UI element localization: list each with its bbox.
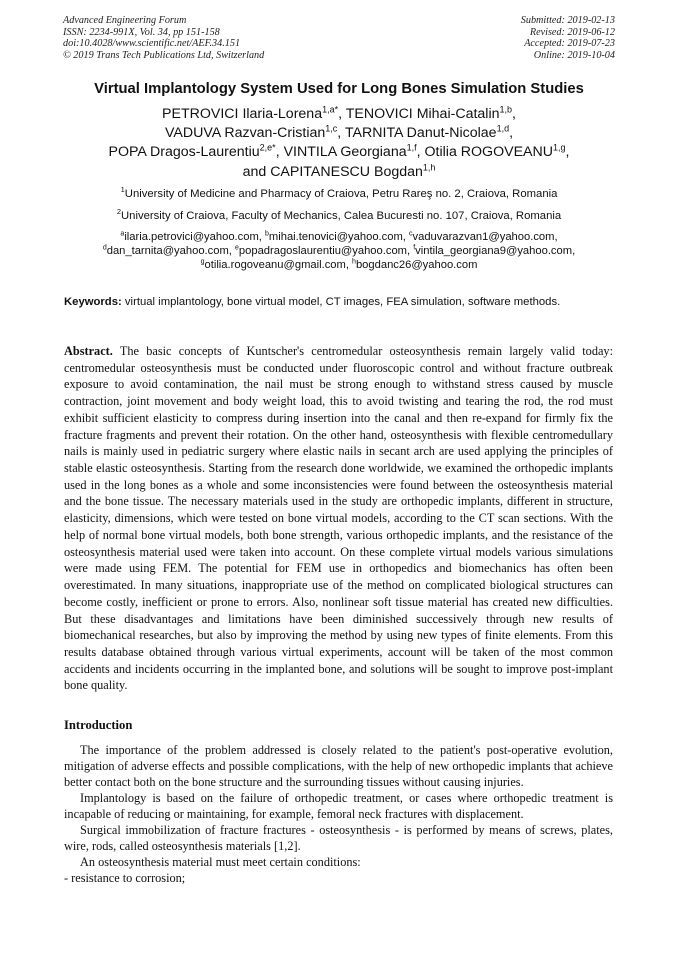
paragraph: Surgical immobilization of fracture fractures - osteosynthesis - is performed by means of screws, plates, wire, rods, called osteosynthesis materials [1,2].	[64, 823, 613, 853]
author-affiliation-mark: 1,a*	[322, 104, 339, 115]
email-mark: a	[120, 230, 125, 238]
author-email: otilia.rogoveanu@gmail.com,	[204, 258, 349, 271]
journal-header	[63, 15, 264, 61]
list-item: - resistance to corrosion;	[64, 871, 186, 885]
online-date: Online: 2019-10-04	[533, 49, 615, 61]
author-affiliation-mark: 1,c	[325, 123, 338, 134]
accepted-date: Accepted: 2019-07-23	[524, 38, 615, 50]
submission-dates	[521, 15, 615, 61]
author-name: POPA Dragos-Laurentiu	[108, 144, 260, 161]
author-name: PETROVICI Ilaria-Lorena	[162, 106, 323, 122]
affiliation-2	[0, 207, 678, 222]
paragraph: An osteosynthesis material must meet certain conditions:	[80, 855, 361, 869]
author-affiliation-mark: 1,b	[499, 104, 513, 115]
author-affiliation-mark: 1,h	[422, 161, 436, 172]
affiliation-mark: 2	[116, 207, 121, 217]
abstract	[64, 343, 613, 694]
author-email: mihai.tenovici@yahoo.com,	[268, 231, 406, 243]
affiliation-1	[0, 185, 678, 200]
keywords	[64, 295, 613, 310]
author-name: TENOVICI Mihai-Catalin	[345, 106, 500, 122]
email-mark: d	[102, 244, 107, 252]
email-mark: c	[409, 230, 413, 238]
affiliation-text: University of Craiova, Faculty of Mechanics, Calea Bucuresti no. 107, Craiova, Romania	[121, 210, 562, 222]
author-affiliation-mark: 2,e*	[259, 142, 276, 153]
email-mark: g	[200, 257, 205, 265]
author-list: PETROVICI Ilaria-Lorena$^{1,a*}$, TENOVICI Mihai-Catalin$^{1,b}$, VADUVA Razvan-Cristian$^{1,c}$, TARNITA Danut-Nicolae$^{1,d}$, POPA Dragos-Laurentiu$^{2,e*}$, VINTILA Georgiana$^{1,f}$, Otilia ROGOVEANU$^{1,g}$, and CAPITANESCU Bogdan$^{1,h}$	[108, 104, 570, 180]
author-affiliation-mark: 1,d	[496, 123, 510, 134]
journal-copyright: © 2019 Trans Tech Publications Ltd, Switzerland	[63, 49, 265, 61]
author-name: VINTILA Georgiana	[283, 144, 407, 161]
paper-title: Virtual Implantology System Used for Long Bones Simulation Studies	[94, 81, 584, 97]
affiliation-text: University of Medicine and Pharmacy of Craiova, Petru Rareş no. 2, Craiova, Romania	[124, 188, 558, 200]
revised-date: Revised: 2019-06-12	[529, 26, 615, 38]
keywords-label: Keywords:	[64, 296, 122, 308]
journal-doi: doi:10.4028/www.scientific.net/AEF.34.151	[63, 38, 241, 50]
abstract-text: The basic concepts of Kuntscher's centromedular osteosynthesis remain largely valid today: centromedular osteosynthesis must be conducted under fluoroscopic control and without fracture outbreak exposure to avoid contamination, the nail must be strong enough to withstand stress caused by muscle contraction, joint movement and body weight load, this to avoid twisting and tearing the rod, the rod must exhibit sufficient elasticity to compress during insertion into the canal and then re-expand for firmly fix the fracture fragments and prevent their rotation. On the other hand, osteosynthesis with flexible centromedullary nails is mainly used in pediatric surgery where elastic nails in secant arch are used applying the principles of stable elastic osteosynthesis. Starting from the research done worldwide, we examined the orthopedic implants used in the long bones as a whole and some inconsistencies were found between the osteosynthesis material and the bone tissue. The necessary materials used in the study are orthopedic implants, different in structure, elasticity, dimensions, which were tested on bone virtual models, according to the CT scan sections. With the help of normal bone virtual models, both bone strength, various orthopedic implants, and the resistance of the osteosynthesis material used were taken into account. On these complete virtual models various simulations were made using FEM. The potential for FEM use in orthopedics and biomechanics has often been overestimated. In many situations, inappropriate use of the method on complicated biological structures can become costly, inefficient or prone to errors. Also, nonlinear soft tissue material has created new difficulties. But these disadvantages and limitations have been diminished successively through new results of biomechanical researches, but also by improving the method by using new types of finite elements. From this results database obtained through various virtual experiments, account will be taken of the most common accidents and incidents occurring in the implanted bone, and solutions will be sought to improve post-implant bone quality.	[64, 344, 613, 693]
author-email: popadragoslaurentiu@yahoo.com,	[238, 244, 411, 257]
keywords-text: virtual implantology, bone virtual model, CT images, FEA simulation, software methods.	[124, 296, 561, 308]
introduction-body	[64, 742, 613, 886]
author-email: vaduvarazvan1@yahoo.com,	[412, 231, 558, 243]
author-name: Otilia ROGOVEANU	[424, 144, 554, 161]
author-emails	[0, 231, 678, 272]
journal-name: Advanced Engineering Forum	[63, 15, 187, 26]
email-mark: e	[235, 244, 239, 252]
email-mark: f	[413, 244, 416, 252]
author-email: vintila_georgiana9@yahoo.com,	[415, 244, 576, 257]
paragraph: Implantology is based on the failure of orthopedic treatment, or cases where orthopedic treatment is incapable of reducing or maintaining, for example, femoral neck fractures with displacement.	[64, 791, 613, 821]
author-name: and CAPITANESCU Bogdan	[242, 163, 423, 180]
abstract-label: Abstract.	[64, 344, 113, 358]
email-mark: b	[265, 230, 269, 238]
paragraph: The importance of the problem addressed is closely related to the patient's post-operative evolution, mitigation of adverse effects and possible complications, with the help of new orthopedic implants that achieve better contact both on the bone structure and the surrounding tissues without causing injuries.	[64, 743, 613, 789]
journal-issn: ISSN: 2234-991X, Vol. 34, pp 151-158	[63, 26, 220, 38]
author-email: dan_tarnita@yahoo.com,	[106, 244, 232, 257]
author-name: TARNITA Danut-Nicolae	[344, 125, 497, 142]
author-email: ilaria.petrovici@yahoo.com,	[124, 231, 262, 243]
email-mark: h	[352, 257, 356, 265]
author-name: VADUVA Razvan-Cristian	[164, 125, 326, 142]
author-affiliation-mark: 1,f	[406, 142, 417, 153]
author-email: bogdanc26@yahoo.com	[355, 258, 478, 271]
affiliation-mark: 1	[120, 185, 125, 195]
section-heading-introduction: Introduction	[64, 718, 133, 732]
author-affiliation-mark: 1,g	[553, 142, 566, 153]
submitted-date: Submitted: 2019-02-13	[520, 15, 615, 26]
